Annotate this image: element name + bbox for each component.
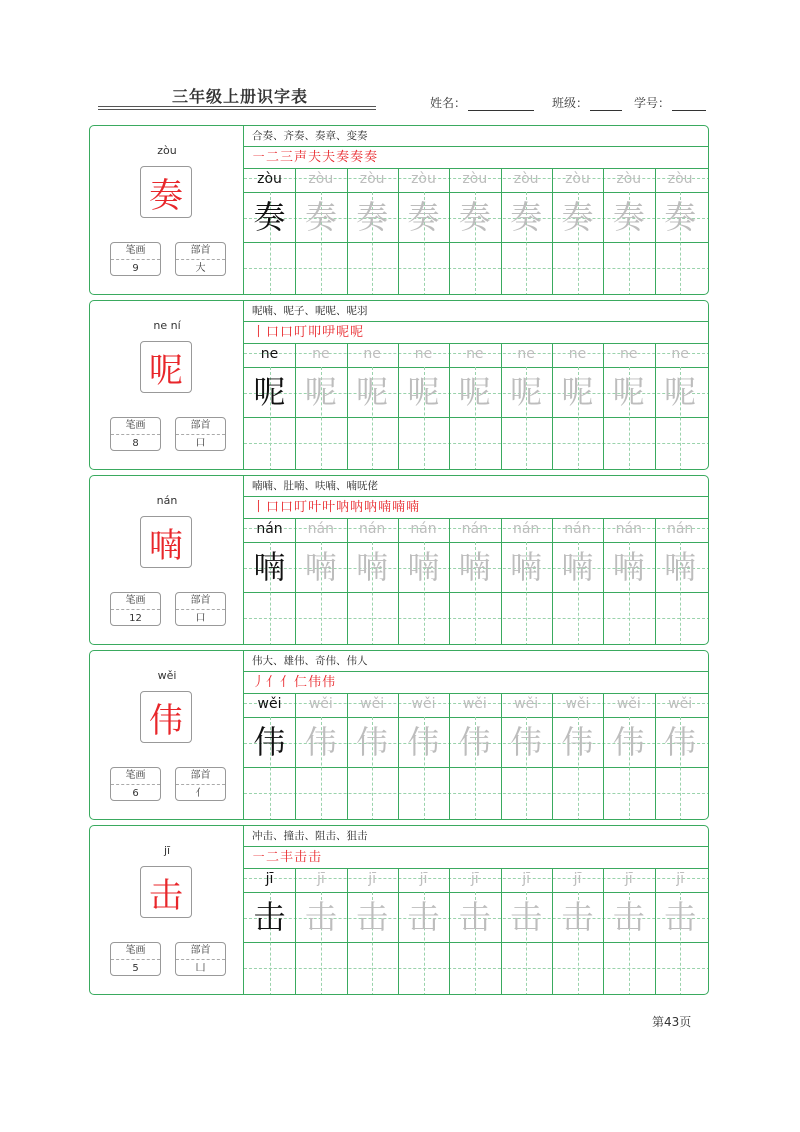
character-info-panel bbox=[90, 476, 244, 644]
trace-character[interactable]: 喃 bbox=[458, 548, 491, 586]
character-display: 伟 bbox=[140, 691, 192, 743]
stroke-step: 口 bbox=[266, 500, 281, 515]
trace-character[interactable]: 奏 bbox=[561, 198, 594, 236]
stroke-step: 丰 bbox=[280, 850, 295, 865]
stroke-step: 喃 bbox=[406, 500, 421, 515]
pinyin-cell: jī bbox=[676, 871, 685, 887]
class-blank[interactable] bbox=[590, 98, 622, 111]
pinyin-cell: nán bbox=[256, 521, 283, 537]
stroke-step: 击 bbox=[294, 850, 309, 865]
trace-character[interactable]: 击 bbox=[407, 898, 440, 936]
pinyin-cell: ne bbox=[414, 346, 433, 362]
radical-value: 亻 bbox=[195, 788, 206, 799]
character-info-panel bbox=[90, 651, 244, 819]
id-blank[interactable] bbox=[672, 98, 706, 111]
character-pinyin: ne ní bbox=[153, 319, 181, 332]
stroke-step: 亻 bbox=[266, 675, 281, 690]
practice-grid bbox=[244, 826, 709, 994]
pinyin-cell: wěi bbox=[616, 696, 641, 712]
stroke-step: 伟 bbox=[308, 675, 323, 690]
pinyin-cell: zòu bbox=[308, 171, 334, 187]
trace-character[interactable]: 奏 bbox=[612, 198, 645, 236]
pinyin-cell: wěi bbox=[360, 696, 385, 712]
stroke-step: 亻 bbox=[280, 675, 295, 690]
character-display: 喃 bbox=[140, 516, 192, 568]
stroke-step: 叩 bbox=[308, 325, 323, 340]
character-display: 奏 bbox=[140, 166, 192, 218]
stroke-step: 声 bbox=[294, 150, 309, 165]
trace-character[interactable]: 呢 bbox=[510, 373, 543, 411]
title-underline bbox=[98, 109, 376, 110]
grid-dash bbox=[244, 968, 709, 969]
stroke-count-value: 8 bbox=[132, 438, 139, 449]
trace-character[interactable]: 呢 bbox=[356, 373, 389, 411]
pinyin-cell: wěi bbox=[257, 696, 282, 712]
stroke-count-label: 笔画 bbox=[111, 943, 160, 960]
trace-character[interactable]: 奏 bbox=[458, 198, 491, 236]
stroke-step: 呢 bbox=[336, 325, 351, 340]
radical-label: 部首 bbox=[176, 768, 225, 785]
pinyin-cell: jī bbox=[522, 871, 531, 887]
practice-grid bbox=[244, 476, 709, 644]
model-character: 击 bbox=[253, 898, 286, 936]
pinyin-cell: wěi bbox=[565, 696, 590, 712]
character-display: 呢 bbox=[140, 341, 192, 393]
pinyin-cell: zòu bbox=[513, 171, 539, 187]
trace-character[interactable]: 喃 bbox=[407, 548, 440, 586]
class-label: 班级： bbox=[552, 96, 589, 110]
stroke-step: 呐 bbox=[336, 500, 351, 515]
pinyin-cell: zòu bbox=[257, 171, 282, 187]
trace-character[interactable]: 喃 bbox=[356, 548, 389, 586]
trace-character[interactable]: 呢 bbox=[561, 373, 594, 411]
id-label: 学号： bbox=[634, 96, 671, 110]
pinyin-cell: wěi bbox=[514, 696, 539, 712]
pinyin-cell: zòu bbox=[565, 171, 590, 187]
stroke-count-value: 9 bbox=[132, 263, 139, 274]
stroke-count-box bbox=[110, 242, 161, 276]
radical-box bbox=[175, 417, 226, 451]
trace-character[interactable]: 伟 bbox=[304, 723, 337, 761]
pinyin-cell: wěi bbox=[411, 696, 436, 712]
pinyin-cell: ne bbox=[671, 346, 689, 362]
pinyin-cell: zòu bbox=[616, 171, 642, 187]
example-words: 合奏、齐奏、奏章、变奏 bbox=[252, 130, 368, 142]
radical-label: 部首 bbox=[176, 418, 225, 435]
pinyin-cell: nán bbox=[358, 521, 386, 537]
grid-line bbox=[244, 321, 709, 322]
pinyin-cell: ne bbox=[260, 346, 279, 362]
trace-character[interactable]: 喃 bbox=[664, 548, 697, 586]
stroke-count-box bbox=[110, 942, 161, 976]
trace-character[interactable]: 伟 bbox=[510, 723, 543, 761]
stroke-step: 伟 bbox=[322, 675, 337, 690]
pinyin-cell: ne bbox=[466, 346, 484, 362]
trace-character[interactable]: 伟 bbox=[356, 723, 389, 761]
example-words: 伟大、雄伟、奇伟、伟人 bbox=[252, 655, 368, 667]
grid-line bbox=[244, 868, 709, 869]
pinyin-cell: ne bbox=[568, 346, 587, 362]
pinyin-cell: wěi bbox=[668, 696, 693, 712]
stroke-step: 呢 bbox=[350, 325, 365, 340]
trace-character[interactable]: 呢 bbox=[458, 373, 491, 411]
grid-line bbox=[244, 417, 709, 418]
stroke-order bbox=[244, 147, 709, 168]
name-field[interactable] bbox=[430, 94, 534, 111]
practice-grid bbox=[244, 301, 709, 469]
trace-character[interactable]: 伟 bbox=[612, 723, 645, 761]
grid-line bbox=[244, 168, 709, 169]
trace-character[interactable]: 奏 bbox=[664, 198, 697, 236]
pinyin-cell: nán bbox=[461, 521, 488, 537]
trace-character[interactable]: 喃 bbox=[510, 548, 543, 586]
name-label: 姓名： bbox=[430, 96, 467, 110]
grid-line bbox=[244, 496, 709, 497]
stroke-step: 叮 bbox=[294, 325, 309, 340]
stroke-step: 口 bbox=[280, 325, 295, 340]
grid-line bbox=[244, 942, 709, 943]
stroke-step: 丿 bbox=[252, 675, 267, 690]
pinyin-cell: ne bbox=[620, 346, 638, 362]
radical-label: 部首 bbox=[176, 243, 225, 260]
stroke-count-box bbox=[110, 592, 161, 626]
practice-grid bbox=[244, 126, 709, 294]
trace-character[interactable]: 奏 bbox=[356, 198, 389, 236]
character-card bbox=[89, 125, 709, 295]
pinyin-cell: jī bbox=[470, 871, 479, 887]
pinyin-cell: zòu bbox=[667, 171, 693, 187]
stroke-order bbox=[244, 847, 709, 868]
model-character: 奏 bbox=[253, 198, 286, 236]
model-character: 呢 bbox=[253, 373, 286, 411]
pinyin-cell: nán bbox=[564, 521, 591, 537]
trace-character[interactable]: 奏 bbox=[407, 198, 440, 236]
pinyin-cell: wěi bbox=[308, 696, 333, 712]
character-pinyin: zòu bbox=[157, 144, 177, 157]
radical-value: 大 bbox=[195, 263, 206, 274]
stroke-step: 丨 bbox=[252, 325, 267, 340]
grid-dash bbox=[244, 793, 709, 794]
stroke-count-label: 笔画 bbox=[111, 593, 160, 610]
grid-line bbox=[244, 518, 709, 519]
trace-character[interactable]: 击 bbox=[304, 898, 337, 936]
radical-box bbox=[175, 592, 226, 626]
stroke-count-label: 笔画 bbox=[111, 768, 160, 785]
character-info-panel bbox=[90, 301, 244, 469]
pinyin-cell: ne bbox=[312, 346, 330, 362]
stroke-step: 叮 bbox=[294, 500, 309, 515]
stroke-step: 二 bbox=[266, 150, 281, 165]
trace-character[interactable]: 呢 bbox=[407, 373, 440, 411]
trace-character[interactable]: 伟 bbox=[407, 723, 440, 761]
radical-box bbox=[175, 767, 226, 801]
grid-dash bbox=[244, 443, 709, 444]
trace-character[interactable]: 呢 bbox=[612, 373, 645, 411]
trace-character[interactable]: 伟 bbox=[664, 723, 697, 761]
name-blank[interactable] bbox=[468, 98, 534, 111]
radical-box bbox=[175, 942, 226, 976]
example-words: 喃喃、肚喃、呋喃、喃呒佬 bbox=[252, 480, 378, 492]
model-character: 伟 bbox=[253, 723, 286, 761]
trace-character[interactable]: 奏 bbox=[510, 198, 543, 236]
character-card bbox=[89, 825, 709, 995]
character-pinyin: jī bbox=[163, 844, 171, 857]
trace-character[interactable]: 击 bbox=[664, 898, 697, 936]
grid-dash bbox=[244, 618, 709, 619]
pinyin-cell: wěi bbox=[462, 696, 487, 712]
stroke-step: 叶 bbox=[308, 500, 323, 515]
trace-character[interactable]: 喃 bbox=[561, 548, 594, 586]
stroke-step: 击 bbox=[308, 850, 323, 865]
character-pinyin: wěi bbox=[157, 669, 177, 682]
trace-character[interactable]: 喃 bbox=[612, 548, 645, 586]
stroke-step: 奏 bbox=[364, 150, 379, 165]
stroke-step: 二 bbox=[266, 850, 281, 865]
page-title: 三年级上册识字表 bbox=[171, 87, 308, 106]
trace-character[interactable]: 击 bbox=[612, 898, 645, 936]
radical-value: 口 bbox=[195, 438, 206, 449]
trace-character[interactable]: 击 bbox=[458, 898, 491, 936]
radical-label: 部首 bbox=[176, 943, 225, 960]
radical-label: 部首 bbox=[176, 593, 225, 610]
grid-dash bbox=[244, 268, 709, 269]
pinyin-cell: ne bbox=[517, 346, 535, 362]
pinyin-cell: jī bbox=[624, 871, 633, 887]
character-pinyin: nán bbox=[156, 494, 178, 507]
stroke-count-box bbox=[110, 767, 161, 801]
pinyin-cell: nán bbox=[410, 521, 437, 537]
grid-line bbox=[244, 693, 709, 694]
pinyin-cell: jī bbox=[316, 871, 325, 887]
example-words: 呢喃、呢子、呢呢、呢羽 bbox=[252, 305, 368, 317]
grid-line bbox=[244, 767, 709, 768]
stroke-step: 奏 bbox=[350, 150, 365, 165]
trace-character[interactable]: 伟 bbox=[561, 723, 594, 761]
stroke-step: 口 bbox=[266, 325, 281, 340]
radical-value: 凵 bbox=[195, 963, 206, 974]
stroke-step: 喃 bbox=[392, 500, 407, 515]
trace-character[interactable]: 呢 bbox=[664, 373, 697, 411]
stroke-step: 吚 bbox=[322, 325, 337, 340]
stroke-step: ㇐ bbox=[252, 150, 267, 165]
trace-character[interactable]: 喃 bbox=[304, 548, 337, 586]
trace-character[interactable]: 击 bbox=[510, 898, 543, 936]
trace-character[interactable]: 伟 bbox=[458, 723, 491, 761]
stroke-step: 仁 bbox=[294, 675, 309, 690]
pinyin-cell: jī bbox=[265, 871, 274, 887]
stroke-step: 奏 bbox=[336, 150, 351, 165]
grid-line bbox=[244, 146, 709, 147]
grid-line bbox=[244, 343, 709, 344]
class-field[interactable] bbox=[552, 94, 622, 111]
example-words: 冲击、撞击、阻击、狙击 bbox=[252, 830, 368, 842]
trace-character[interactable]: 击 bbox=[561, 898, 594, 936]
stroke-step: ㇐ bbox=[252, 850, 267, 865]
character-card bbox=[89, 300, 709, 470]
pinyin-cell: nán bbox=[615, 521, 642, 537]
pinyin-cell: zòu bbox=[411, 171, 436, 187]
grid-line bbox=[244, 242, 709, 243]
stroke-step: 喃 bbox=[378, 500, 393, 515]
stroke-step: 叶 bbox=[322, 500, 337, 515]
radical-value: 口 bbox=[195, 613, 206, 624]
stroke-count-label: 笔画 bbox=[111, 243, 160, 260]
character-card bbox=[89, 650, 709, 820]
pinyin-cell: jī bbox=[573, 871, 582, 887]
id-field[interactable] bbox=[634, 94, 706, 111]
pinyin-cell: nán bbox=[666, 521, 694, 537]
pinyin-cell: nán bbox=[512, 521, 540, 537]
grid-line bbox=[244, 671, 709, 672]
character-display: 击 bbox=[140, 866, 192, 918]
stroke-step: 三 bbox=[280, 150, 295, 165]
stroke-order bbox=[244, 497, 709, 518]
stroke-step: 呐 bbox=[364, 500, 379, 515]
pinyin-cell: ne bbox=[363, 346, 381, 362]
stroke-count-label: 笔画 bbox=[111, 418, 160, 435]
stroke-step: 口 bbox=[280, 500, 295, 515]
stroke-count-value: 12 bbox=[129, 613, 142, 624]
pinyin-cell: jī bbox=[419, 871, 428, 887]
stroke-step: 丨 bbox=[252, 500, 267, 515]
stroke-count-value: 5 bbox=[132, 963, 139, 974]
stroke-count-box bbox=[110, 417, 161, 451]
pinyin-cell: nán bbox=[307, 521, 334, 537]
grid-line bbox=[244, 846, 709, 847]
model-character: 喃 bbox=[253, 548, 286, 586]
practice-grid bbox=[244, 651, 709, 819]
page-number: 第43页 bbox=[652, 1015, 692, 1029]
stroke-step: 呐 bbox=[350, 500, 365, 515]
pinyin-cell: zòu bbox=[462, 171, 488, 187]
character-card bbox=[89, 475, 709, 645]
pinyin-cell: zòu bbox=[359, 171, 385, 187]
radical-box bbox=[175, 242, 226, 276]
character-info-panel bbox=[90, 826, 244, 994]
title-underline bbox=[98, 106, 376, 107]
stroke-order bbox=[244, 322, 709, 343]
stroke-step: 夫 bbox=[322, 150, 337, 165]
character-info-panel bbox=[90, 126, 244, 294]
grid-line bbox=[244, 592, 709, 593]
trace-character[interactable]: 呢 bbox=[304, 373, 337, 411]
pinyin-cell: jī bbox=[368, 871, 377, 887]
stroke-step: 夫 bbox=[308, 150, 323, 165]
trace-character[interactable]: 奏 bbox=[304, 198, 337, 236]
stroke-count-value: 6 bbox=[132, 788, 139, 799]
stroke-order bbox=[244, 672, 709, 693]
trace-character[interactable]: 击 bbox=[356, 898, 389, 936]
